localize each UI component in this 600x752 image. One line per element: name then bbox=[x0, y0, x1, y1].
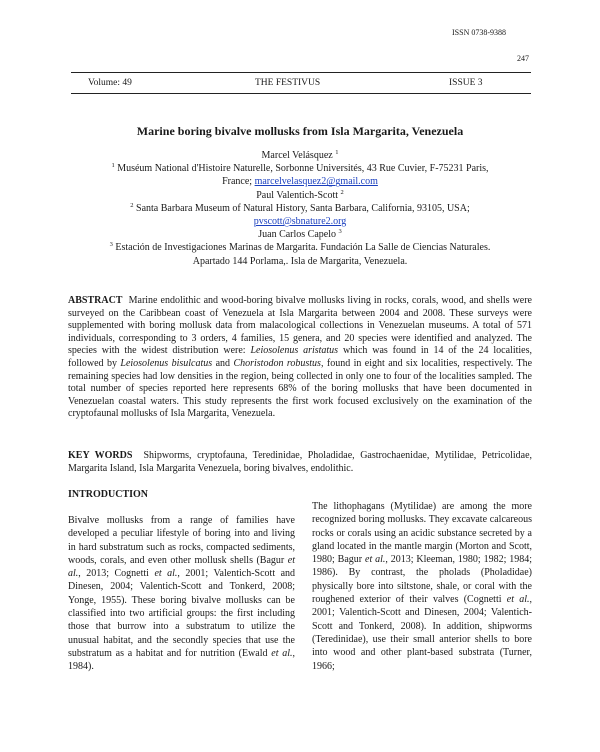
intro-left-text: , 2013; Cognetti bbox=[78, 568, 149, 580]
author-1-name: Marcel Velásquez bbox=[261, 150, 333, 161]
introduction-heading: INTRODUCTION bbox=[68, 489, 149, 500]
intro-right-text: , 2013; Kleeman, 1980; 1982; 1984; 1986). By contrast, the pholads (Pholadidae) physically bore into siltstone, shale, or coral with the roughened exterior of their valves (Cognetti bbox=[312, 554, 533, 606]
affiliation-3-line1: Estación de Investigaciones Marinas de Margarita. Fundación La Salle de Ciencias Naturales. bbox=[115, 242, 491, 254]
article-title: Marine boring bivalve mollusks from Isla Margarita, Venezuela bbox=[136, 124, 464, 138]
affiliation-2-sup: 2 bbox=[130, 201, 134, 209]
species-leiosolenus-bisulcatus: Leiosolenus bisulcatus bbox=[120, 357, 213, 369]
abstract-text-1: Marine endolithic and wood-boring bivalve mollusks living in rocks, corals, wood, and shells were surveyed on the Caribbean coast of Venezuela at Isla Margarita between 2004 and 2008. These surveys were supplemented with boring mollusk data from malacological collections in Venezuelan museums. A total of 571 individuals, corresponding to 3 orders, 4 families, 15 genera, and 20 species were identified and analyzed. The species with the widest distribution were: bbox=[68, 295, 532, 357]
author-1-email-link[interactable]: marcelvelasquez2@gmail.com bbox=[254, 176, 378, 188]
et-al: et al. bbox=[154, 568, 178, 580]
page-number: 247 bbox=[517, 54, 529, 63]
keywords bbox=[68, 450, 532, 475]
affiliation-1-line1: Muséum National d'Histoire Naturelle, Sorbonne Universités, 43 Rue Cuvier, F-75231 Paris, bbox=[117, 163, 489, 175]
header-rule-bottom bbox=[71, 93, 531, 94]
intro-right-text: , 2001; Valentich-Scott and Dinesen, 2004; Valentich-Scott and Tonkerd, 2008). In addition, shipworms (Teredinidae), use their small anterior shells to bore into wood and other plant-based substrata (Turner, 1966; bbox=[312, 594, 533, 672]
et-al: et al. bbox=[68, 554, 295, 580]
author-3-name: Juan Carlos Capelo bbox=[258, 229, 336, 241]
abstract-text-4: found in eight and six localities, respectively. The remaining species had low densities in the region, being collected in only one to four of the localities sampled. The total number of species reported here represents 68% of the boring mollusks that have been documented in Venezuelan coastal waters. This study represents the first work focused exclusively on the examination of the cryptofaunal mollusks of Isla Margarita, Venezuela. bbox=[68, 357, 533, 420]
et-al: et al. bbox=[271, 647, 293, 659]
issn: ISSN 0738-9388 bbox=[452, 28, 507, 37]
et-al: et al. bbox=[365, 554, 386, 566]
intro-left-text: Bivalve mollusks from a range of families have developed a peculiar lifestyle of boring into and living in hard substratum such as rocks, compacted sediments, woods, corals, and even other mollusk shells (Bagur bbox=[68, 515, 295, 566]
keywords-text: Shipworms, cryptofauna, Teredinidae, Pholadidae, Gastrochaenidae, Mytilidae, Petricolidae, Margarita Island, Isla Margarita Venezuela, boring bivalves, endolithic. bbox=[68, 450, 533, 474]
intro-right-text: The lithophagans (Mytilidae) are among the more recognized boring mollusks. They excavate calcareous rocks or corals using an acidic substance secreted by a gland located in the mantle margin (Morton and Scott, 1980; Bagur bbox=[312, 501, 532, 566]
abstract bbox=[68, 295, 532, 421]
intro-right-column bbox=[312, 500, 532, 673]
et-al: et al. bbox=[506, 594, 530, 606]
intro-left-text: , 2001; Valentich-Scott and Dinesen, 2004; Valentich-Scott and Tonkerd, 2008; Yonge, 1955). These boring bivalve mollusks can be classified into two artificial groups: the first including those that burrow into a substratum to utilize the unusual habitat, and the secondly species that use the substratum as a habitat and for nutrition (Ewald bbox=[68, 568, 296, 659]
volume-label: Volume: 49 bbox=[88, 78, 132, 88]
abstract-text-3: and bbox=[215, 357, 231, 369]
author-1-sup: 1 bbox=[335, 149, 339, 156]
keywords-label: KEY WORDS bbox=[68, 450, 133, 461]
affiliation-3-sup: 3 bbox=[109, 241, 113, 249]
author-3-sup: 3 bbox=[338, 228, 342, 236]
affiliation-1-line2: France; bbox=[222, 176, 253, 188]
abstract-text-2: which was found in 14 of the 24 localities, followed by bbox=[68, 345, 533, 369]
species-choristodon-robustus: Choristodon robustus, bbox=[233, 357, 324, 369]
species-leiosolenus-aristatus: Leiosolenus aristatus bbox=[250, 345, 339, 357]
author-2-sup: 2 bbox=[340, 188, 344, 196]
affiliation-2-line: Santa Barbara Museum of Natural History, Santa Barbara, California, 93105, USA; bbox=[136, 202, 470, 214]
author-2-name: Paul Valentich-Scott bbox=[256, 189, 338, 201]
issue-label: ISSUE 3 bbox=[449, 78, 483, 88]
intro-left-column bbox=[68, 514, 295, 674]
affiliation-1-sup: 1 bbox=[111, 162, 115, 170]
author-2-email-link[interactable]: pvscott@sbnature2.org bbox=[253, 216, 347, 228]
header-rule-top bbox=[71, 72, 531, 73]
journal-name: THE FESTIVUS bbox=[255, 78, 321, 88]
intro-left-text: , 1984). bbox=[68, 647, 295, 673]
author-block bbox=[60, 149, 540, 268]
abstract-label: ABSTRACT bbox=[68, 295, 123, 306]
affiliation-3-line2: Apartado 144 Porlama,. Isla de Margarita, Venezuela. bbox=[192, 255, 408, 267]
